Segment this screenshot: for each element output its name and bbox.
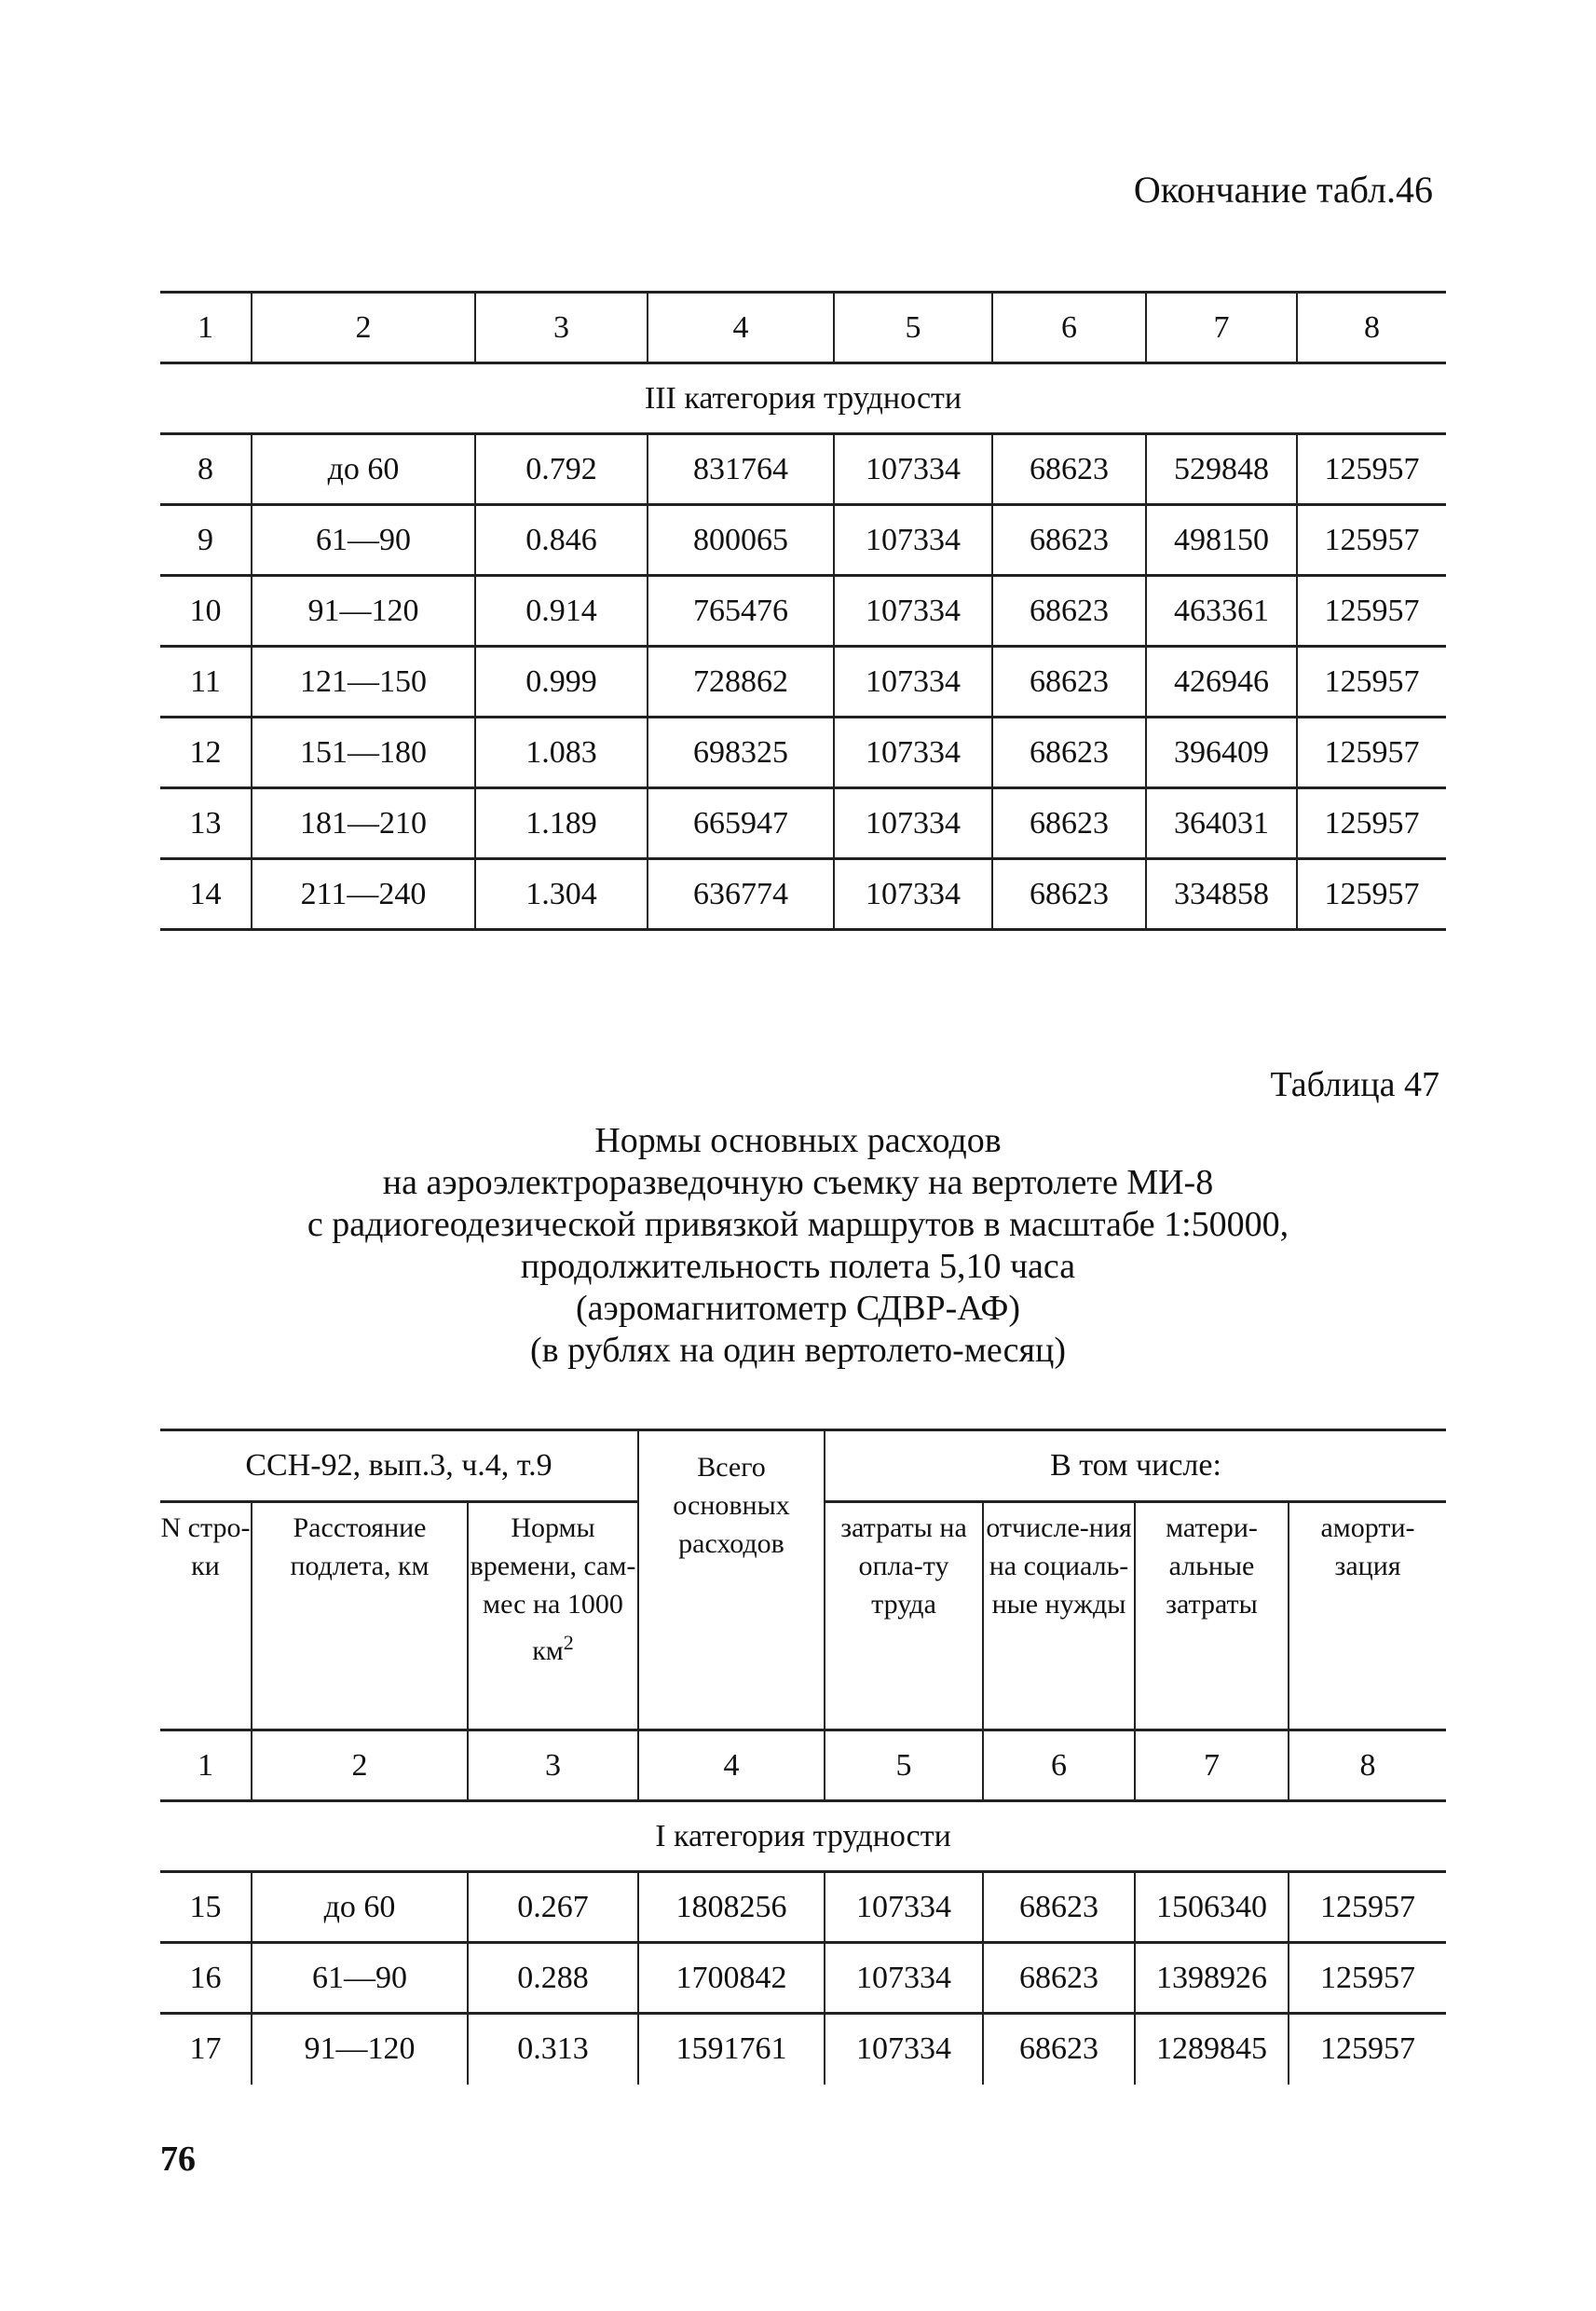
header-row-1 (160, 1430, 1446, 1502)
table-47-body (160, 1872, 1446, 2085)
col-number: 3 (468, 1730, 638, 1801)
table-cell: 1.083 (475, 718, 648, 788)
table-cell: 15 (160, 1872, 252, 1943)
table-cell: 107334 (834, 434, 992, 505)
table-cell: 1398926 (1135, 1943, 1289, 2014)
col-number: 2 (252, 1730, 468, 1801)
category-row (160, 363, 1446, 434)
col-number: 1 (160, 293, 252, 363)
table-cell: 125957 (1297, 434, 1446, 505)
table-cell: 17 (189, 2031, 222, 2067)
table-cell: 1700842 (638, 1943, 825, 2014)
table-cell: 12 (160, 718, 252, 788)
table-cell: 0.792 (475, 434, 648, 505)
table-cell: 68623 (983, 1872, 1135, 1943)
table-cell: 125957 (1297, 788, 1446, 859)
table-cell: 125957 (1297, 505, 1446, 576)
table-cell: 10 (160, 576, 252, 647)
table-row (160, 788, 1446, 859)
table-cell: 107334 (834, 788, 992, 859)
table-cell: 728862 (648, 647, 834, 718)
table-cell: 0.846 (475, 505, 648, 576)
table-cell: 125957 (1289, 1872, 1446, 1943)
col-number: 6 (983, 1730, 1135, 1801)
table-cell: 125957 (1297, 647, 1446, 718)
table-cell: 91—120 (252, 2014, 468, 2085)
table-cell: 121—150 (252, 647, 475, 718)
table-46-continuation (160, 291, 1446, 931)
table-cell: 68623 (992, 718, 1146, 788)
material-header: матери-альные затраты (1135, 1502, 1289, 1730)
table-cell: до 60 (252, 1872, 468, 1943)
table-row (160, 2014, 1446, 2085)
table-cell: 831764 (648, 434, 834, 505)
category-label: I категория трудности (160, 1801, 1446, 1872)
table-cell: 107334 (834, 505, 992, 576)
including-header: В том числе: (825, 1430, 1446, 1502)
table-47-title (0, 1120, 1596, 1372)
table-cell: 16 (160, 1943, 252, 2014)
column-numbers-row (160, 1730, 1446, 1801)
table-cell: 0.914 (475, 576, 648, 647)
table-cell: 68623 (992, 859, 1146, 930)
table-cell: 498150 (1146, 505, 1297, 576)
table-cell: 1289845 (1135, 2014, 1289, 2085)
table-row (160, 434, 1446, 505)
col-number: 7 (1135, 1730, 1289, 1801)
continuation-label: Окончание табл.46 (1133, 169, 1433, 211)
table-cell: 68623 (992, 505, 1146, 576)
row-no-header: N стро-ки (160, 1502, 252, 1730)
table-cell: 463361 (1146, 576, 1297, 647)
table-cell: 107334 (834, 576, 992, 647)
col-number: 4 (648, 293, 834, 363)
table-cell: до 60 (252, 434, 475, 505)
table-cell: 211—240 (252, 859, 475, 930)
table-cell: 107334 (825, 1872, 983, 1943)
category-row (160, 1801, 1446, 1872)
table-cell: 14 (160, 859, 252, 930)
labor-header: затраты на опла-ту труда (825, 1502, 983, 1730)
table-47 (160, 1429, 1446, 2085)
table-cell: 91—120 (252, 576, 475, 647)
table-cell: 68623 (983, 2014, 1135, 2085)
table-46-body (160, 434, 1446, 930)
table-cell: 1506340 (1135, 1872, 1289, 1943)
table-cell: 68623 (992, 788, 1146, 859)
title-line: на аэроэлектроразведочную съемку на вертолете МИ-8 (382, 1163, 1214, 1202)
page-number: 76 (160, 2140, 196, 2179)
norms-header (468, 1502, 638, 1730)
table-cell: 125957 (1297, 718, 1446, 788)
table-cell: 151—180 (252, 718, 475, 788)
title-line: продолжительность полета 5,10 часа (520, 1247, 1076, 1286)
norms-header-sup: 2 (563, 1631, 574, 1654)
depreciation-header: аморти-зация (1289, 1502, 1446, 1730)
table-cell: 61—90 (252, 1943, 468, 2014)
table-cell: 665947 (648, 788, 834, 859)
table-cell: 529848 (1146, 434, 1297, 505)
table-cell: 0.267 (468, 1872, 638, 1943)
table-cell: 68623 (992, 434, 1146, 505)
title-line: с радиогеодезической привязкой маршрутов в масштабе 1:50000, (307, 1205, 1289, 1244)
table-cell: 68623 (992, 576, 1146, 647)
distance-header: Расстояние подлета, км (252, 1502, 468, 1730)
table-cell: 8 (160, 434, 252, 505)
col-number: 5 (825, 1730, 983, 1801)
table-cell: 636774 (648, 859, 834, 930)
col-number: 2 (252, 293, 475, 363)
table-cell: 364031 (1146, 788, 1297, 859)
social-header: отчисле-ния на социаль-ные нужды (983, 1502, 1135, 1730)
table-cell: 107334 (834, 859, 992, 930)
table-cell: 125957 (1289, 2014, 1446, 2085)
table-cell: 1591761 (638, 2014, 825, 2085)
table-cell: 334858 (1146, 859, 1297, 930)
ssn-header: ССН-92, вып.3, ч.4, т.9 (160, 1430, 638, 1502)
total-header: Всего основных расходов (638, 1430, 825, 1730)
col-number: 8 (1289, 1730, 1446, 1801)
table-cell: 107334 (825, 1943, 983, 2014)
table-cell: 0.313 (468, 2014, 638, 2085)
col-number: 8 (1297, 293, 1446, 363)
table-cell: 13 (160, 788, 252, 859)
table-cell: 125957 (1297, 859, 1446, 930)
table-cell: 107334 (834, 647, 992, 718)
table-row (160, 859, 1446, 930)
title-line: Нормы основных расходов (594, 1121, 1002, 1160)
table-cell: 1.304 (475, 859, 648, 930)
table-cell: 0.999 (475, 647, 648, 718)
table-row (160, 505, 1446, 576)
table-cell: 698325 (648, 718, 834, 788)
table-cell: 765476 (648, 576, 834, 647)
table-cell: 1.189 (475, 788, 648, 859)
title-line: (аэромагнитометр СДВР-АФ) (575, 1289, 1021, 1328)
table-number: Таблица 47 (1270, 1065, 1439, 1104)
table-cell: 396409 (1146, 718, 1297, 788)
table-cell: 68623 (992, 647, 1146, 718)
table-cell: 9 (160, 505, 252, 576)
table-cell: 1808256 (638, 1872, 825, 1943)
col-number: 1 (160, 1730, 252, 1801)
table-cell: 61—90 (252, 505, 475, 576)
column-numbers-row (160, 293, 1446, 363)
table-cell: 426946 (1146, 647, 1297, 718)
table-row (160, 576, 1446, 647)
norms-header-text: Нормы времени, сам-мес на 1000 км (470, 1512, 636, 1666)
table-cell: 0.288 (468, 1943, 638, 2014)
table-cell: 107334 (825, 2014, 983, 2085)
table-row (160, 1943, 1446, 2014)
table-cell: 107334 (834, 718, 992, 788)
category-label: III категория трудности (160, 363, 1446, 434)
col-number: 6 (992, 293, 1146, 363)
col-number: 4 (638, 1730, 825, 1801)
table-row (160, 647, 1446, 718)
table-cell: 125957 (1289, 1943, 1446, 2014)
table-row (160, 718, 1446, 788)
col-number: 3 (475, 293, 648, 363)
col-number: 5 (834, 293, 992, 363)
table-cell: 181—210 (252, 788, 475, 859)
table-cell: 800065 (648, 505, 834, 576)
title-line: (в рублях на один вертолето-месяц) (529, 1331, 1066, 1370)
table-row (160, 1872, 1446, 1943)
col-number: 7 (1146, 293, 1297, 363)
table-cell: 11 (160, 647, 252, 718)
table-cell: 68623 (983, 1943, 1135, 2014)
table-cell: 125957 (1297, 576, 1446, 647)
